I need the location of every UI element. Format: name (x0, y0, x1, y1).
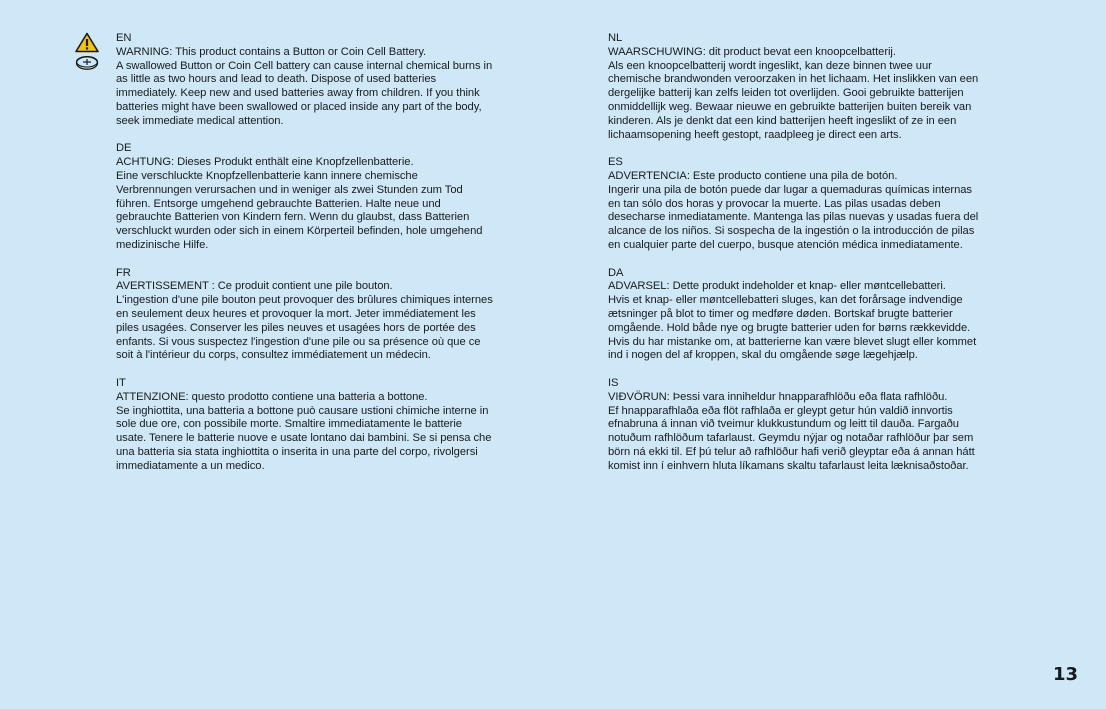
warning-heading: ADVERTENCIA: Este producto contiene una pila de botón. (608, 169, 898, 182)
warning-body: Ingerir una pila de botón puede dar lugar a quemaduras químicas internas en tan sólo dos horas y provocar la muerte. Las pilas usadas deben desecharse inmediatamente. Mantenga las pilas nuevas y usadas fuera del alcance de los niños. Si sospecha de la ingestión o la introducción de pilas en cualquier parte del cuerpo, busque atención médica inmediatamente. (608, 183, 979, 251)
warning-body: Ef hnapparafhlaða eða flöt rafhlaða er gleypt getur hún valdið innvortis efnabruna á innan við tveimur klukkustundum og leitt til dauða. Fargaðu notuðum rafhlöðum tafarlaust. Geymdu nýjar og notaðar rafhlöður þar sem börn ná ekki til. Ef þú telur að rafhlöður hafi verið gleyptar eða á annan hátt komist inn í einhvern hluta líkamans skaltu tafarlaust leita læknisaðstoðar. (608, 404, 975, 472)
warning-block-da (608, 267, 986, 364)
warning-heading: WARNING: This product contains a Button or Coin Cell Battery. (116, 45, 427, 58)
warning-block-is (608, 377, 986, 474)
coin-cell-battery-icon (75, 55, 99, 71)
warning-body: A swallowed Button or Coin Cell battery can cause internal chemical burns in as little as two hours and lead to death. Dispose of used batteries immediately. Keep new and used batteries away from children. If you think batteries might have been swallowed or placed inside any part of the body, seek immediate medical attention. (116, 59, 493, 127)
page-number: 13 (1052, 664, 1078, 685)
right-column (608, 32, 986, 487)
warning-block-es (608, 156, 986, 253)
warning-body: L'ingestion d'une pile bouton peut provoquer des brûlures chimiques internes en seulement deux heures et provoquer la mort. Jeter immédiatement les piles usagées. Conserver les piles neuves et usagées hors de portée des enfants. Si vous suspectez l'ingestion d'une pile ou sa présence où que ce soit à l'intérieur du corps, consultez immédiatement un médecin. (116, 294, 493, 362)
warning-block-nl (608, 32, 986, 142)
warning-body: Hvis et knap- eller møntcellebatteri sluges, kan det forårsage indvendige ætsninger på blot to timer og medføre døden. Bortskaf brugte batterier omgående. Hold både nye og brugte batterier uden for børns rækkevidde. Hvis du har mistanke om, at batterierne kan være blevet slugt eller kommet ind i nogen del af kroppen, skal du omgående søge lægehjælp. (608, 294, 977, 362)
warning-body: Eine verschluckte Knopfzellenbatterie kann innere chemische Verbrennungen verursachen und in weniger als zwei Stunden zum Tod führen. Entsorge umgehend gebrauchte Batterien. Halte neue und gebrauchte Batterien von Kindern fern. Wenn du glaubst, dass Batterien verschluckt wurden oder sich in einem Körperteil befinden, hole umgehend medizinische Hilfe. (116, 169, 483, 251)
language-code: ES (608, 156, 623, 169)
warning-block-de (116, 142, 494, 252)
warning-triangle-icon (75, 32, 99, 53)
warning-body: Als een knoopcelbatterij wordt ingeslikt, kan deze binnen twee uur chemische brandwonden veroorzaken in het lichaam. Het inslikken van een dergelijke batterij kan zelfs leiden tot overlijden. Gooi gebruikte batterijen onmiddellijk weg. Bewaar nieuwe en gebruikte batterijen buiten bereik van kinderen. Als je denkt dat een kind batterijen heeft ingeslikt of ze in een lichaamsopening heeft gestopt, raadpleeg je direct een arts. (608, 59, 979, 141)
language-code: NL (608, 32, 623, 44)
warning-block-fr (116, 267, 494, 364)
warning-block-it (116, 377, 494, 474)
language-code: FR (116, 266, 131, 279)
warning-body: Se inghiottita, una batteria a bottone può causare ustioni chimiche interne in sole due ore, con possibile morte. Smaltire immediatamente le batterie usate. Tenere le batterie nuove e usate lontano dai bambini. Se si pensa che una batteria sia stata inghiottita o inserita in una parte del corpo, rivolgersi immediatamente a un medico. (116, 404, 492, 472)
warning-heading: AVERTISSEMENT : Ce produit contient une pile bouton. (116, 280, 393, 293)
left-column (116, 32, 494, 487)
warning-heading: WAARSCHUWING: dit product bevat een knoopcelbatterij. (608, 45, 896, 58)
warning-block-en (116, 32, 494, 129)
language-code: IS (608, 376, 619, 389)
icon-stack (75, 32, 99, 71)
warning-heading: ATTENZIONE: questo prodotto contiene una batteria a bottone. (116, 390, 428, 403)
warning-heading: VIÐVÖRUN: Þessi vara inniheldur hnapparafhlöðu eða flata rafhlöðu. (608, 390, 948, 403)
language-code: DE (116, 142, 132, 155)
language-code: EN (116, 32, 132, 44)
warning-heading: ADVARSEL: Dette produkt indeholder et knap- eller møntcellebatteri. (608, 280, 946, 293)
language-code: DA (608, 266, 624, 279)
warning-heading: ACHTUNG: Dieses Produkt enthält eine Knopfzellenbatterie. (116, 156, 414, 169)
language-code: IT (116, 376, 126, 389)
